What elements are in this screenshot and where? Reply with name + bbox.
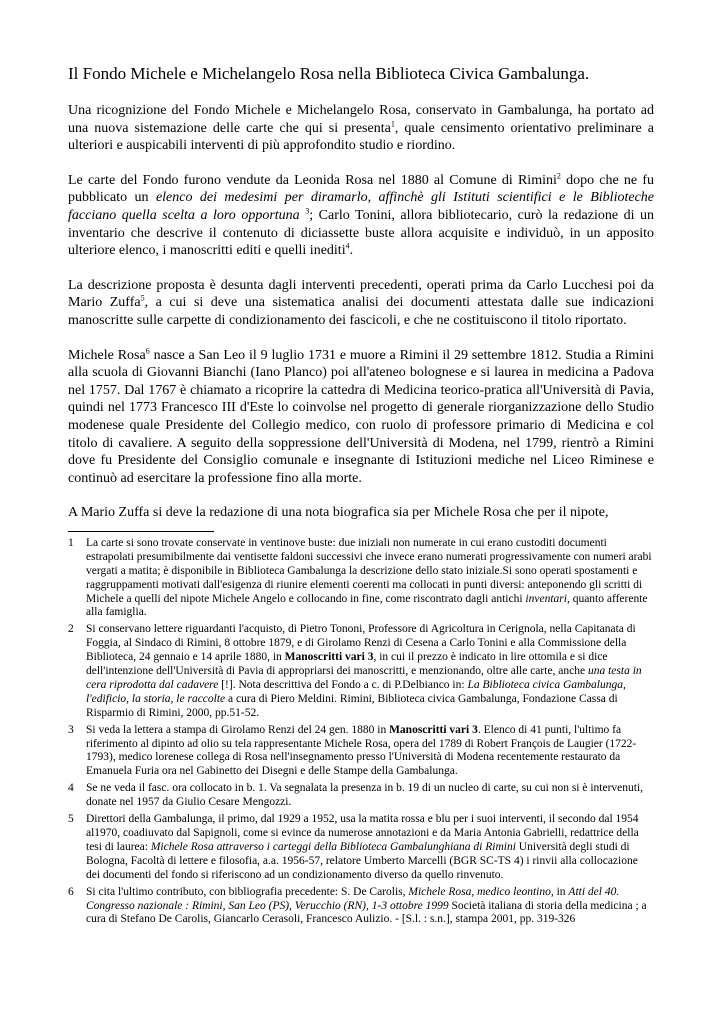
text-run: Si veda la lettera a stampa di Girolamo Renzi del 24 gen. 1880 in [86,723,390,736]
footnote-number: 4 [68,782,74,795]
footnote-number: 6 [68,885,74,898]
text-run: . Elenco di 41 punti, l'ultimo fa riferimento al dipinto ad olio su tela rappresentante Michele Rosa, opera del 1789 di Robert François de Laugier (1722-1793), medico lorenese collega di Rosa nell'insegnamento presso l'Università di Modena recentemente restaurato da Emanuela Furia ora nel Gabinetto dei Disegni e delle Stampe della Gambalunga. [86,723,637,778]
text-run: . [349,243,354,259]
footnote-4 [68,782,654,810]
paragraph-2 [68,172,654,260]
text-run: , in [550,885,569,898]
footnote-number: 1 [68,536,74,549]
paragraph-3 [68,277,654,330]
italic-text: Michele Rosa, medico leontino [408,885,551,898]
footnote-ref: 6 [145,345,150,355]
italic-text: La Biblioteca civica Gambalunga, l'edificio, la storia, le raccolte [86,678,626,705]
text-run: Una ricognizione del Fondo Michele e Michelangelo Rosa, conservato in Gambalunga, ha portato ad una nuova sistemazione delle carte che qui si presenta [68,103,654,136]
footnote-6 [68,886,654,928]
text-run: , a cui si deve una sistematica analisi dei documenti attestata dalle sue indicazioni manoscritte sulle carpette di condizionamento dei fascicoli, e che ne costituiscono il titolo riportato. [68,295,654,328]
footnote-ref: 1 [390,118,395,128]
text-run: Si cita l'ultimo contributo, con bibliografia precedente: S. De Carolis, [86,885,409,898]
footnotes-list [68,537,654,927]
footnote-number: 3 [68,723,74,736]
text-run: A Mario Zuffa si deve la redazione di una nota biografica sia per Michele Rosa che per il nipote, [68,505,609,521]
document-title: Il Fondo Michele e Michelangelo Rosa nella Biblioteca Civica Gambalunga. [68,64,590,83]
paragraph-5 [68,504,654,522]
text-run: Università degli studi di Bologna, Facoltà di lettere e filosofia, a.a. 1956-57, relatore Umberto Marcelli (BGR SC-TS 4) i rinvii alla collocazione dei documenti del fondo si riferiscono ad un condizionamento diverso da quello rinvenuto. [86,840,638,881]
text-run: Si conservano lettere riguardanti l'acquisto, di Pietro Tononi, Professore di Agricoltura in Cerignola, nella Capitanata di Foggia, al Sindaco di Rimini, 8 ottobre 1879, e di Girolamo Renzi di Cesena a Carlo Tonini e alla Commissione della Biblioteca, 24 gennaio e 14 aprile 1880, in [86,623,636,664]
document-page [68,64,654,930]
footnote-2 [68,623,654,720]
italic-text: Michele Rosa attraverso i carteggi della Biblioteca Gambalunghiana di Rimini [150,840,516,853]
text-run: Società italiana di storia della medicina ; a cura di Stefano De Carolis, Giancarlo Cerasoli, Francesco Aulizio. - [S.l. : s.n.], stampa 2001, pp. 319-326 [86,899,647,926]
body-text [68,102,654,522]
text-run: Direttori della Gambalunga, il primo, dal 1929 a 1952, usa la matita rossa e blu per i suoi interventi, il secondo dal 1954 al1970, coadiuvato dal Sapignoli, come si evince da numerose annotazioni e da Maria Antonia Gabrielli, redattrice della tesi di laurea: [86,813,639,853]
text-run: ; Carlo Tonini, allora bibliotecario, curò la redazione di un inventario che descrive il contenuto di diciassette buste allora acquisite e individuò, in un apposito ulteriore elenco, i manoscritti editi e quelli inediti [68,207,655,259]
bold-text: Manoscritti vari 3 [389,723,478,736]
footnote-separator [68,531,214,532]
italic-text: elenco dei medesimi per diramarlo, affinchè gli Istituti scientifici e le Biblioteche facciano quella scelta a loro opportuna [68,190,654,223]
text-run: , quale censimento orientativo preliminare a ulteriori e auspicabili interventi di più approfondito studio e riordino. [68,120,655,154]
bold-text: Manoscritti vari 3 [284,651,374,664]
paragraph-1 [68,102,654,155]
footnote-ref: 2 [556,171,561,181]
footnote-number: 2 [68,623,74,636]
text-run: La carte si sono trovate conservate in ventinove buste: due iniziali non numerate in cui erano custoditi documenti estrapolati presumibilmente dai ventisette faldoni successivi che invece erano numerati progressivamente con numeri arabi vergati a matita; è disponibile in Biblioteca Gambalunga la descrizione dello stato iniziale.Si sono operati spostamenti e raggruppamenti motivati dall'esigenza di riunire elementi coerenti ma collocati in punti diversi: anteponendo gli scritti di Michele a quelli del nipote Michele Angelo e collocando in fine, come riscontrato dagli antichi [86,536,652,605]
text-run: [!]. Nota descrittiva del Fondo a c. di P.Delbianco in: [218,678,468,691]
italic-text: Atti del 40. Congresso nazionale : Rimini, San Leo (PS), Verucchio (RN), 1-3 ottobre 1999 [86,885,620,912]
footnote-ref: 5 [140,293,145,303]
text-run: dopo che ne fu pubblicato un [68,172,654,206]
italic-text: una testa in cera riprodotta dal cadavere [86,665,642,691]
text-run: Le carte del Fondo furono vendute da Leonida Rosa nel 1880 al Comune di Rimini [68,172,557,188]
footnote-3 [68,724,654,780]
italic-text: inventari, [525,592,570,605]
paragraph-4 [68,347,654,488]
footnote-5 [68,813,654,883]
text-run: quanto afferente alla famiglia. [86,592,648,619]
footnote-ref: 3 [305,206,310,216]
text-run: nasce a San Leo il 9 luglio 1731 e muore a Rimini il 29 settembre 1812. Studia a Rimini alla scuola di Giovanni Bianchi (Iano Planco) poi all'ateneo bolognese e si laurea in medicina a Padova nel 1757. Dal 1767 è chiamato a ricoprire la cattedra di Medicina teorico-pratica all'Università di Pavia, quindi nel 1773 Francesco III d'Este lo coinvolse nel progetto di generale riorganizzazione dello Studio modenese quale Presidente del Collegio medico, con ruolo di professore primario di Medicina e col titolo di cavaliere. A seguito della soppressione dell'Università di Modena, nel 1799, rientrò a Rimini dove fu Presidente del Consiglio comunale e insegnante di Istituzioni mediche nel Liceo Riminese e continuò ad esercitare la professione fino alla morte. [68,347,654,486]
text-run: a cura di Piero Meldini. Rimini, Biblioteca civica Gambalunga, Fondazione Cassa di Risparmio di Rimini, 2000, pp.51-52. [86,692,618,719]
text-run: Se ne veda il fasc. ora collocato in b. 1. Va segnalata la presenza in b. 19 di un nucleo di carte, su cui non si è intervenuti, donate nel 1957 da Giulio Cesare Mengozzi. [86,782,644,809]
footnote-1 [68,537,654,620]
text-run: Michele Rosa [68,347,146,363]
text-run: La descrizione proposta è desunta dagli interventi precedenti, operati prima da Carlo Lucchesi poi da Mario Zuffa [68,277,654,311]
text-run: , in cui il prezzo è indicato in lire ottomila e si dice dell'intenzione dell'Università di Pavia di appropriarsi dei manoscritti, e menzionando, oltre alle carte, anche [86,651,608,678]
footnote-number: 5 [68,813,74,826]
footnote-ref: 4 [345,241,350,251]
